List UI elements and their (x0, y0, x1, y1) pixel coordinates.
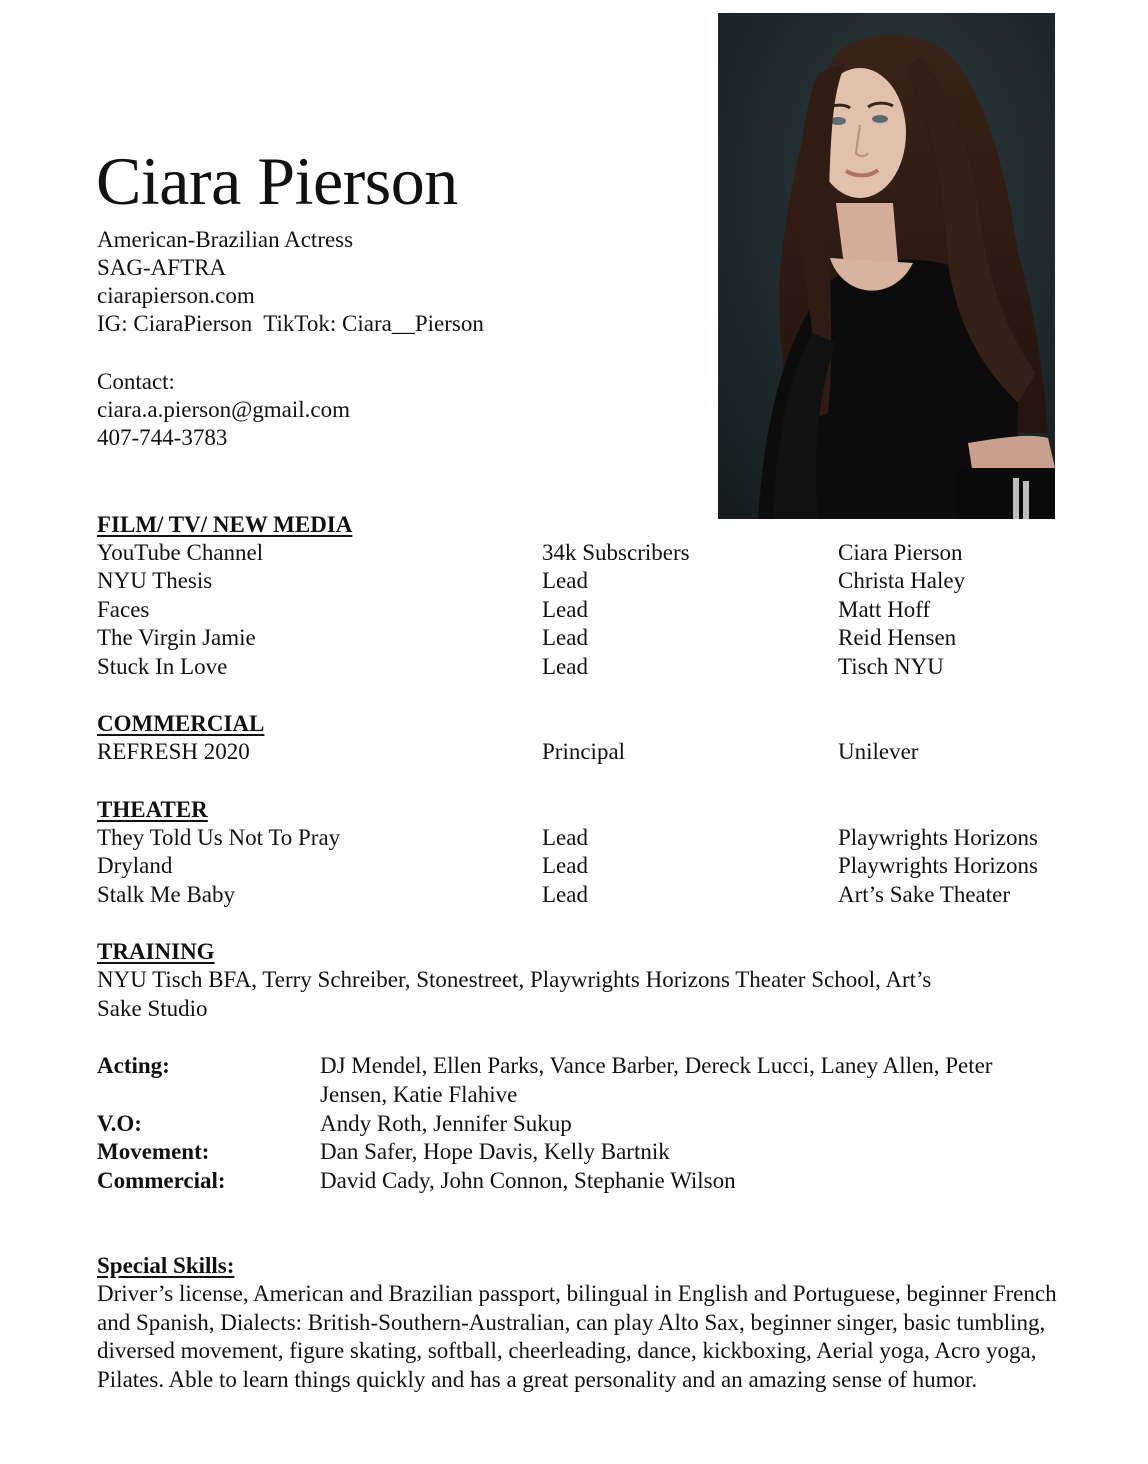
section-heading-skills: Special Skills: (97, 1253, 235, 1278)
credit-row (0, 881, 1148, 909)
website: ciarapierson.com (97, 283, 255, 308)
credit-director: Playwrights Horizons (838, 825, 1038, 850)
credit-row (0, 824, 1148, 852)
credit-director: Playwrights Horizons (838, 853, 1038, 879)
credit-title: NYU Thesis (97, 568, 213, 594)
credit-row (0, 539, 1148, 567)
credit-role: Lead (542, 568, 588, 594)
section-heading-theater: THEATER (97, 797, 208, 822)
credit-row (0, 596, 1148, 624)
credit-role: Lead (542, 596, 588, 622)
headshot-illustration (718, 13, 1055, 519)
credit-role: Lead (542, 853, 588, 879)
credit-row (0, 852, 1148, 880)
credit-row (0, 738, 1148, 766)
section-heading-film: FILM/ TV/ NEW MEDIA (97, 512, 353, 537)
credit-director: Reid Hensen (838, 625, 957, 651)
training-instructors: Dan Safer, Hope Davis, Kelly Bartnik (320, 1139, 670, 1164)
credit-title: Stalk Me Baby (97, 881, 235, 907)
phone: 407-744-3783 (97, 425, 228, 450)
tagline: American-Brazilian Actress (97, 227, 354, 252)
credit-role: Lead (542, 625, 588, 651)
headshot-photo (718, 13, 1055, 519)
credit-role: Principal (542, 739, 626, 764)
training-schools: NYU Tisch BFA, Terry Schreiber, Stonestreet, Playwrights Horizons Theater School, Art’s Sake Studio (97, 967, 932, 1021)
email: ciara.a.pierson@gmail.com (97, 397, 350, 422)
credit-title: Faces (97, 596, 150, 622)
training-instructors: DJ Mendel, Ellen Parks, Vance Barber, Dereck Lucci, Laney Allen, Peter Jensen, Katie Flahive (320, 1053, 993, 1107)
credit-title: The Virgin Jamie (97, 625, 256, 651)
special-skills-text: Driver’s license, American and Brazilian passport, bilingual in English and Portuguese, beginner French and Spanish, Dialects: British-Southern-Australian, can play Alto Sax, beginner singer, basic tumbling, diversed movement, figure skating, softball, cheerleading, dance, kickboxing, Aerial yoga, Acro yoga, Pilates. Able to learn things quickly and has a great personality and an amazing sense of humor. (97, 1281, 1057, 1392)
credit-role: 34k Subscribers (542, 540, 690, 565)
credit-row (0, 653, 1148, 681)
credit-title: They Told Us Not To Pray (97, 825, 341, 850)
credit-title: YouTube Channel (97, 540, 264, 565)
training-label: Movement: (97, 1139, 210, 1164)
training-instructors: Andy Roth, Jennifer Sukup (320, 1111, 572, 1136)
credit-director: Art’s Sake Theater (838, 881, 1011, 907)
credit-role: Lead (542, 881, 588, 907)
section-heading-commercial: COMMERCIAL (97, 711, 265, 736)
credit-row (0, 624, 1148, 652)
union: SAG-AFTRA (97, 255, 227, 280)
actor-name: Ciara Pierson (96, 143, 458, 219)
training-label: Commercial: (97, 1168, 226, 1193)
contact-label: Contact: (97, 369, 175, 394)
credit-director: Unilever (838, 739, 919, 764)
social-handles: IG: CiaraPierson TikTok: Ciara__Pierson (97, 311, 484, 336)
credit-role: Lead (542, 653, 588, 679)
training-label: Acting: (97, 1053, 170, 1078)
training-label: V.O: (97, 1111, 142, 1136)
credit-title: Stuck In Love (97, 653, 228, 679)
section-heading-training: TRAINING (97, 939, 215, 964)
training-instructors: David Cady, John Connon, Stephanie Wilson (320, 1168, 736, 1193)
credit-role: Lead (542, 825, 588, 850)
credit-title: REFRESH 2020 (97, 739, 250, 764)
credit-director: Matt Hoff (838, 596, 931, 622)
credit-director: Tisch NYU (838, 653, 944, 679)
credit-director: Christa Haley (838, 568, 966, 594)
credit-director: Ciara Pierson (838, 540, 963, 565)
credit-title: Dryland (97, 853, 173, 879)
credit-row (0, 567, 1148, 595)
